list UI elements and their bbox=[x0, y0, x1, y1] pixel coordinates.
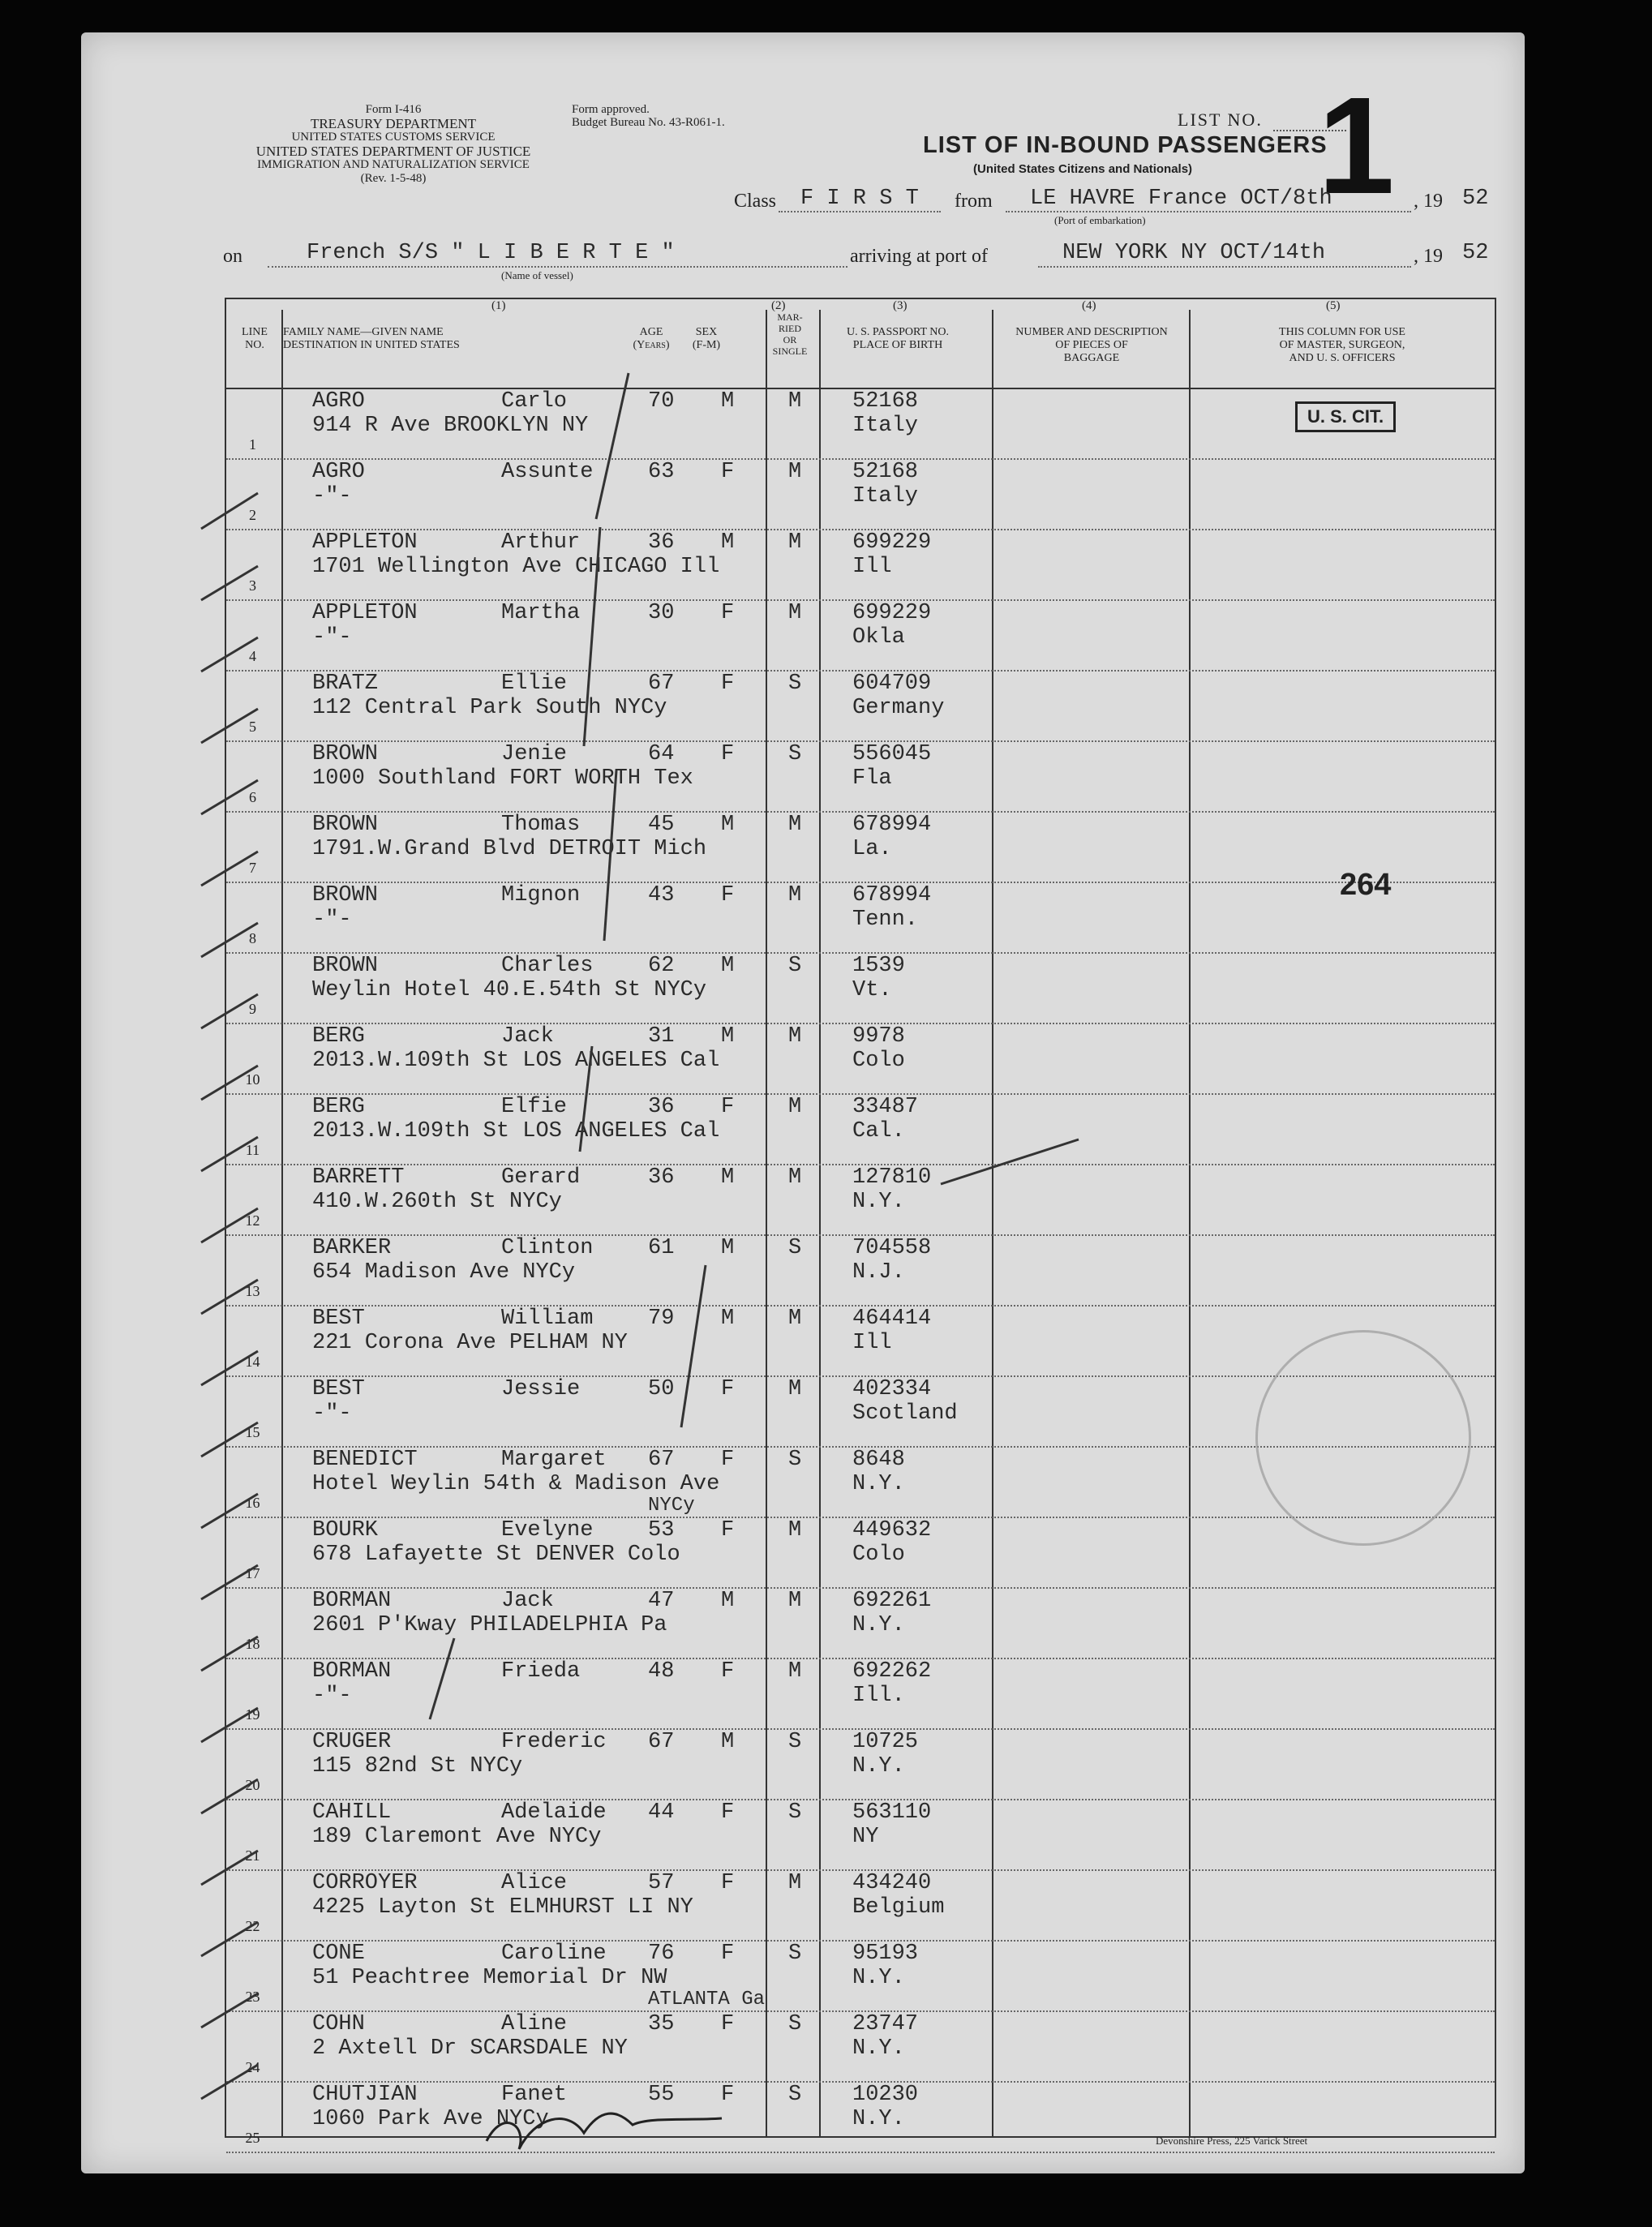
sex: M bbox=[721, 813, 735, 837]
family-name: CRUGER bbox=[312, 1730, 392, 1754]
passport-number: 464414 bbox=[852, 1307, 932, 1331]
line-number: 7 bbox=[249, 860, 256, 876]
given-name: Thomas bbox=[501, 813, 581, 837]
marital-status: M bbox=[788, 883, 802, 908]
given-name: Caroline bbox=[501, 1942, 607, 1966]
destination: -"- bbox=[312, 484, 352, 508]
table-row bbox=[226, 952, 1495, 1024]
sex: F bbox=[721, 1448, 735, 1472]
sex: F bbox=[721, 460, 735, 484]
given-name: Evelyne bbox=[501, 1518, 594, 1543]
destination: 2013.W.109th St LOS ANGELES Cal bbox=[312, 1119, 720, 1144]
sex: F bbox=[721, 1377, 735, 1401]
passport-number: 23747 bbox=[852, 2012, 919, 2036]
age: 50 bbox=[648, 1377, 675, 1401]
service-customs: UNITED STATES CUSTOMS SERVICE bbox=[291, 131, 496, 144]
sex: F bbox=[721, 883, 735, 908]
table-row bbox=[226, 1869, 1495, 1942]
family-name: CAHILL bbox=[312, 1800, 392, 1825]
column-number: (1) bbox=[491, 299, 506, 312]
list-number: 1 bbox=[1318, 69, 1395, 223]
marital-status: S bbox=[788, 954, 802, 978]
header-baggage: NUMBER AND DESCRIPTION OF PIECES OF BAGGAGE bbox=[1015, 326, 1168, 364]
family-name: BARRETT bbox=[312, 1165, 405, 1190]
destination: 678 Lafayette St DENVER Colo bbox=[312, 1543, 680, 1567]
age: 31 bbox=[648, 1024, 675, 1049]
passport-number: 434240 bbox=[852, 1871, 932, 1895]
vessel-line bbox=[268, 266, 847, 268]
marital-status: M bbox=[788, 1518, 802, 1543]
line-number: 17 bbox=[245, 1565, 260, 1581]
destination: 189 Claremont Ave NYCy bbox=[312, 1825, 602, 1849]
family-name: BROWN bbox=[312, 742, 379, 766]
age: 30 bbox=[648, 601, 675, 625]
class-line bbox=[779, 211, 941, 212]
place-of-birth: La. bbox=[852, 837, 892, 861]
line-number: 16 bbox=[245, 1495, 260, 1511]
line-number: 5 bbox=[249, 719, 256, 735]
destination: 1701 Wellington Ave CHICAGO Ill bbox=[312, 555, 720, 579]
place-of-birth: N.J. bbox=[852, 1260, 905, 1285]
given-name: Clinton bbox=[501, 1236, 594, 1260]
passport-number: 8648 bbox=[852, 1448, 905, 1472]
passport-number: 10725 bbox=[852, 1730, 919, 1754]
us-citizen-stamp: U. S. CIT. bbox=[1295, 401, 1396, 432]
from-label: from bbox=[955, 191, 993, 212]
given-name: Fanet bbox=[501, 2083, 568, 2107]
passport-number: 95193 bbox=[852, 1942, 919, 1966]
passport-number: 52168 bbox=[852, 389, 919, 414]
sex: F bbox=[721, 2012, 735, 2036]
age: 47 bbox=[648, 1589, 675, 1613]
family-name: BARKER bbox=[312, 1236, 392, 1260]
age: 48 bbox=[648, 1659, 675, 1684]
given-name: Adelaide bbox=[501, 1800, 607, 1825]
passport-number: 699229 bbox=[852, 601, 932, 625]
age: 43 bbox=[648, 883, 675, 908]
destination: 2601 P'Kway PHILADELPHIA Pa bbox=[312, 1613, 667, 1637]
line-number: 20 bbox=[245, 1777, 260, 1793]
given-name: Elfie bbox=[501, 1095, 568, 1119]
class-label: Class bbox=[734, 191, 777, 212]
table-row bbox=[226, 811, 1495, 883]
class-value: F I R S T bbox=[800, 187, 919, 211]
given-name: Aline bbox=[501, 2012, 568, 2036]
destination: 1060 Park Ave NYCy bbox=[312, 2107, 549, 2131]
family-name: BROWN bbox=[312, 813, 379, 837]
sex: M bbox=[721, 530, 735, 555]
line-number: 12 bbox=[245, 1212, 260, 1229]
family-name: BERG bbox=[312, 1095, 365, 1119]
family-name: BROWN bbox=[312, 883, 379, 908]
service-immigration: IMMIGRATION AND NATURALIZATION SERVICE bbox=[257, 158, 530, 171]
line-number: 21 bbox=[245, 1847, 260, 1864]
list-number-label: LIST NO. bbox=[1178, 109, 1263, 130]
destination: -"- bbox=[312, 908, 352, 932]
sex: F bbox=[721, 1800, 735, 1825]
given-name: Alice bbox=[501, 1871, 568, 1895]
page-title: LIST OF IN-BOUND PASSENGERS bbox=[923, 132, 1328, 158]
marital-status: S bbox=[788, 1236, 802, 1260]
marital-status: M bbox=[788, 1871, 802, 1895]
sex: M bbox=[721, 1307, 735, 1331]
place-of-birth: Okla bbox=[852, 625, 905, 650]
destination: -"- bbox=[312, 1684, 352, 1708]
destination-continued: NYCy bbox=[648, 1495, 695, 1517]
passport-number: 692261 bbox=[852, 1589, 932, 1613]
given-name: Charles bbox=[501, 954, 594, 978]
place-of-birth: Cal. bbox=[852, 1119, 905, 1144]
marital-status: S bbox=[788, 2012, 802, 2036]
form-approval bbox=[572, 103, 725, 129]
table-row bbox=[226, 1799, 1495, 1871]
place-of-birth: Scotland bbox=[852, 1401, 958, 1426]
from-value: LE HAVRE France OCT/8th bbox=[1030, 187, 1332, 211]
sex: M bbox=[721, 1589, 735, 1613]
marital-status: S bbox=[788, 1800, 802, 1825]
arrival-line bbox=[1038, 266, 1411, 268]
destination: 51 Peachtree Memorial Dr NW bbox=[312, 1966, 667, 1990]
column-number: (2) bbox=[771, 299, 786, 312]
table-row bbox=[226, 670, 1495, 742]
age: 36 bbox=[648, 530, 675, 555]
given-name: Arthur bbox=[501, 530, 581, 555]
form-header bbox=[182, 103, 604, 186]
department-treasury: TREASURY DEPARTMENT bbox=[310, 116, 477, 131]
form-revision: (Rev. 1-5-48) bbox=[360, 172, 427, 185]
passport-number: 692262 bbox=[852, 1659, 932, 1684]
count-number: 264 bbox=[1340, 868, 1392, 902]
line-number: 14 bbox=[245, 1354, 260, 1370]
page-subtitle: (United States Citizens and Nationals) bbox=[973, 162, 1193, 176]
department-justice: UNITED STATES DEPARTMENT OF JUSTICE bbox=[255, 144, 531, 159]
sex: M bbox=[721, 1165, 735, 1190]
year-prefix-1: , 19 bbox=[1414, 191, 1443, 212]
given-name: Carlo bbox=[501, 389, 568, 414]
line-number: 8 bbox=[249, 930, 256, 946]
age: 36 bbox=[648, 1095, 675, 1119]
sex: F bbox=[721, 1095, 735, 1119]
passport-number: 678994 bbox=[852, 883, 932, 908]
marital-status: S bbox=[788, 1730, 802, 1754]
family-name: APPLETON bbox=[312, 530, 418, 555]
header-officers: THIS COLUMN FOR USE OF MASTER, SURGEON, AND U. S. OFFICERS bbox=[1279, 326, 1405, 364]
printer-imprint: Devonshire Press, 225 Varick Street bbox=[1156, 2135, 1308, 2147]
sex: F bbox=[721, 601, 735, 625]
place-of-birth: Germany bbox=[852, 696, 945, 720]
table-row bbox=[226, 1658, 1495, 1730]
destination: 2 Axtell Dr SCARSDALE NY bbox=[312, 2036, 628, 2061]
given-name: Frieda bbox=[501, 1659, 581, 1684]
marital-status: S bbox=[788, 1448, 802, 1472]
table-row bbox=[226, 1728, 1495, 1800]
age: 35 bbox=[648, 2012, 675, 2036]
destination: 115 82nd St NYCy bbox=[312, 1754, 523, 1779]
marital-status: M bbox=[788, 1377, 802, 1401]
given-name: Jenie bbox=[501, 742, 568, 766]
port-caption: (Port of embarkation) bbox=[1054, 214, 1146, 226]
line-number: 2 bbox=[249, 507, 256, 523]
place-of-birth: Colo bbox=[852, 1049, 905, 1073]
vessel-name: French S/S " L I B E R T E " bbox=[307, 241, 675, 265]
destination: 1000 Southland FORT WORTH Tex bbox=[312, 766, 693, 791]
marital-status: S bbox=[788, 672, 802, 696]
vessel-on-label: on bbox=[223, 246, 242, 267]
age: 76 bbox=[648, 1942, 675, 1966]
header-line-no: LINE NO. bbox=[242, 326, 268, 351]
passport-number: 52168 bbox=[852, 460, 919, 484]
marital-status: M bbox=[788, 1024, 802, 1049]
age: 61 bbox=[648, 1236, 675, 1260]
line-number: 18 bbox=[245, 1636, 260, 1652]
table-row bbox=[226, 740, 1495, 813]
passport-number: 699229 bbox=[852, 530, 932, 555]
table-row bbox=[226, 458, 1495, 530]
destination: Hotel Weylin 54th & Madison Ave bbox=[312, 1472, 720, 1496]
given-name: Assunte bbox=[501, 460, 594, 484]
line-number: 3 bbox=[249, 577, 256, 594]
destination: 112 Central Park South NYCy bbox=[312, 696, 667, 720]
passport-number: 563110 bbox=[852, 1800, 932, 1825]
passport-number: 9978 bbox=[852, 1024, 905, 1049]
place-of-birth: N.Y. bbox=[852, 1472, 905, 1496]
arriving-label: arriving at port of bbox=[850, 246, 988, 267]
round-stamp bbox=[1255, 1330, 1471, 1546]
marital-status: M bbox=[788, 1659, 802, 1684]
destination: 1791.W.Grand Blvd DETROIT Mich bbox=[312, 837, 707, 861]
destination: 4225 Layton St ELMHURST LI NY bbox=[312, 1895, 693, 1920]
marital-status: S bbox=[788, 1942, 802, 1966]
given-name: Ellie bbox=[501, 672, 568, 696]
passport-number: 1539 bbox=[852, 954, 905, 978]
family-name: CORROYER bbox=[312, 1871, 418, 1895]
given-name: Gerard bbox=[501, 1165, 581, 1190]
table-row bbox=[226, 1023, 1495, 1095]
given-name: Frederic bbox=[501, 1730, 607, 1754]
age: 45 bbox=[648, 813, 675, 837]
vessel-caption: (Name of vessel) bbox=[501, 269, 573, 281]
line-number: 15 bbox=[245, 1424, 260, 1440]
line-number: 22 bbox=[245, 1918, 260, 1934]
sex: F bbox=[721, 672, 735, 696]
line-number: 6 bbox=[249, 789, 256, 805]
header-marital: MAR- RIED OR SINGLE bbox=[772, 311, 808, 357]
age: 63 bbox=[648, 460, 675, 484]
sex: M bbox=[721, 1236, 735, 1260]
place-of-birth: Colo bbox=[852, 1543, 905, 1567]
table-row bbox=[226, 599, 1495, 672]
family-name: APPLETON bbox=[312, 601, 418, 625]
age: 67 bbox=[648, 672, 675, 696]
column-number: (5) bbox=[1326, 299, 1341, 312]
family-name: BOURK bbox=[312, 1518, 379, 1543]
given-name: Martha bbox=[501, 601, 581, 625]
destination: 410.W.260th St NYCy bbox=[312, 1190, 562, 1214]
line-number: 24 bbox=[245, 2059, 260, 2075]
sex: M bbox=[721, 954, 735, 978]
passport-number: 556045 bbox=[852, 742, 932, 766]
family-name: AGRO bbox=[312, 460, 365, 484]
header-name: FAMILY NAME—GIVEN NAME DESTINATION IN UNITED STATES bbox=[283, 326, 460, 351]
passport-number: 33487 bbox=[852, 1095, 919, 1119]
table-header bbox=[226, 310, 1495, 389]
year-2: 52 bbox=[1462, 241, 1489, 265]
line-number: 9 bbox=[249, 1001, 256, 1017]
destination: 654 Madison Ave NYCy bbox=[312, 1260, 576, 1285]
place-of-birth: N.Y. bbox=[852, 2107, 905, 2131]
family-name: BORMAN bbox=[312, 1589, 392, 1613]
line-number: 1 bbox=[249, 436, 256, 453]
table-row bbox=[226, 1093, 1495, 1165]
place-of-birth: Ill bbox=[852, 1331, 892, 1355]
age: 62 bbox=[648, 954, 675, 978]
table-row bbox=[226, 1587, 1495, 1659]
passport-number: 10230 bbox=[852, 2083, 919, 2107]
place-of-birth: N.Y. bbox=[852, 1754, 905, 1779]
place-of-birth: Ill. bbox=[852, 1684, 905, 1708]
sex: F bbox=[721, 742, 735, 766]
sex: M bbox=[721, 389, 735, 414]
place-of-birth: N.Y. bbox=[852, 2036, 905, 2061]
line-number: 4 bbox=[249, 648, 256, 664]
age: 55 bbox=[648, 2083, 675, 2107]
column-number: (3) bbox=[893, 299, 908, 312]
family-name: CONE bbox=[312, 1942, 365, 1966]
form-approved: Form approved. bbox=[572, 103, 650, 116]
destination-continued: ATLANTA Ga bbox=[648, 1989, 766, 2010]
passport-number: 678994 bbox=[852, 813, 932, 837]
year-prefix-2: , 19 bbox=[1414, 246, 1443, 267]
table-row bbox=[226, 882, 1495, 954]
family-name: BEST bbox=[312, 1377, 365, 1401]
form-number: Form I-416 bbox=[365, 103, 422, 116]
place-of-birth: Fla bbox=[852, 766, 892, 791]
sex: M bbox=[721, 1730, 735, 1754]
destination: 221 Corona Ave PELHAM NY bbox=[312, 1331, 628, 1355]
year-1: 52 bbox=[1462, 187, 1489, 211]
header-sex: SEX (F-M) bbox=[692, 326, 721, 351]
destination: 2013.W.109th St LOS ANGELES Cal bbox=[312, 1049, 720, 1073]
sex: M bbox=[721, 1024, 735, 1049]
family-name: BEST bbox=[312, 1307, 365, 1331]
place-of-birth: NY bbox=[852, 1825, 879, 1849]
from-line bbox=[1006, 211, 1411, 212]
sex: F bbox=[721, 1659, 735, 1684]
given-name: Mignon bbox=[501, 883, 581, 908]
arrival-port: NEW YORK NY OCT/14th bbox=[1062, 241, 1326, 265]
age: 64 bbox=[648, 742, 675, 766]
marital-status: M bbox=[788, 1307, 802, 1331]
destination: -"- bbox=[312, 1401, 352, 1426]
marital-status: M bbox=[788, 389, 802, 414]
line-number: 23 bbox=[245, 1989, 260, 2005]
age: 57 bbox=[648, 1871, 675, 1895]
marital-status: M bbox=[788, 1589, 802, 1613]
given-name: Jack bbox=[501, 1024, 554, 1049]
sex: F bbox=[721, 1942, 735, 1966]
given-name: Jessie bbox=[501, 1377, 581, 1401]
marital-status: M bbox=[788, 1095, 802, 1119]
place-of-birth: N.Y. bbox=[852, 1190, 905, 1214]
age: 70 bbox=[648, 389, 675, 414]
age: 79 bbox=[648, 1307, 675, 1331]
table-row bbox=[226, 1234, 1495, 1307]
age: 67 bbox=[648, 1730, 675, 1754]
marital-status: M bbox=[788, 1165, 802, 1190]
marital-status: M bbox=[788, 530, 802, 555]
place-of-birth: Belgium bbox=[852, 1895, 945, 1920]
passport-number: 704558 bbox=[852, 1236, 932, 1260]
place-of-birth: N.Y. bbox=[852, 1613, 905, 1637]
line-number: 11 bbox=[245, 1142, 260, 1158]
marital-status: M bbox=[788, 813, 802, 837]
sex: F bbox=[721, 1518, 735, 1543]
sex: F bbox=[721, 2083, 735, 2107]
given-name: Jack bbox=[501, 1589, 554, 1613]
table-row bbox=[226, 1164, 1495, 1236]
passport-number: 402334 bbox=[852, 1377, 932, 1401]
passport-number: 127810 bbox=[852, 1165, 932, 1190]
place-of-birth: Italy bbox=[852, 484, 919, 508]
table-row bbox=[226, 529, 1495, 601]
sex: F bbox=[721, 1871, 735, 1895]
age: 67 bbox=[648, 1448, 675, 1472]
header-passport: U. S. PASSPORT NO. PLACE OF BIRTH bbox=[847, 326, 949, 351]
table-row bbox=[226, 2010, 1495, 2083]
budget-bureau: Budget Bureau No. 43-R061-1. bbox=[572, 116, 725, 129]
destination: -"- bbox=[312, 625, 352, 650]
family-name: BORMAN bbox=[312, 1659, 392, 1684]
line-number: 25 bbox=[245, 2130, 260, 2146]
given-name: William bbox=[501, 1307, 594, 1331]
destination: Weylin Hotel 40.E.54th St NYCy bbox=[312, 978, 707, 1002]
place-of-birth: Vt. bbox=[852, 978, 892, 1002]
column-number: (4) bbox=[1082, 299, 1096, 312]
place-of-birth: N.Y. bbox=[852, 1966, 905, 1990]
family-name: BENEDICT bbox=[312, 1448, 418, 1472]
line-number: 19 bbox=[245, 1706, 260, 1723]
age: 44 bbox=[648, 1800, 675, 1825]
family-name: CHUTJIAN bbox=[312, 2083, 418, 2107]
header-age: AGE (Years) bbox=[633, 326, 670, 351]
marital-status: S bbox=[788, 742, 802, 766]
passport-number: 604709 bbox=[852, 672, 932, 696]
family-name: BERG bbox=[312, 1024, 365, 1049]
table-row bbox=[226, 1940, 1495, 2012]
family-name: COHN bbox=[312, 2012, 365, 2036]
age: 53 bbox=[648, 1518, 675, 1543]
line-number: 13 bbox=[245, 1283, 260, 1299]
family-name: AGRO bbox=[312, 389, 365, 414]
marital-status: M bbox=[788, 460, 802, 484]
marital-status: M bbox=[788, 601, 802, 625]
place-of-birth: Ill bbox=[852, 555, 892, 579]
family-name: BRATZ bbox=[312, 672, 379, 696]
passport-number: 449632 bbox=[852, 1518, 932, 1543]
destination: 914 R Ave BROOKLYN NY bbox=[312, 414, 589, 438]
place-of-birth: Italy bbox=[852, 414, 919, 438]
family-name: BROWN bbox=[312, 954, 379, 978]
marital-status: S bbox=[788, 2083, 802, 2107]
line-number: 10 bbox=[245, 1071, 260, 1088]
place-of-birth: Tenn. bbox=[852, 908, 919, 932]
given-name: Margaret bbox=[501, 1448, 607, 1472]
age: 36 bbox=[648, 1165, 675, 1190]
